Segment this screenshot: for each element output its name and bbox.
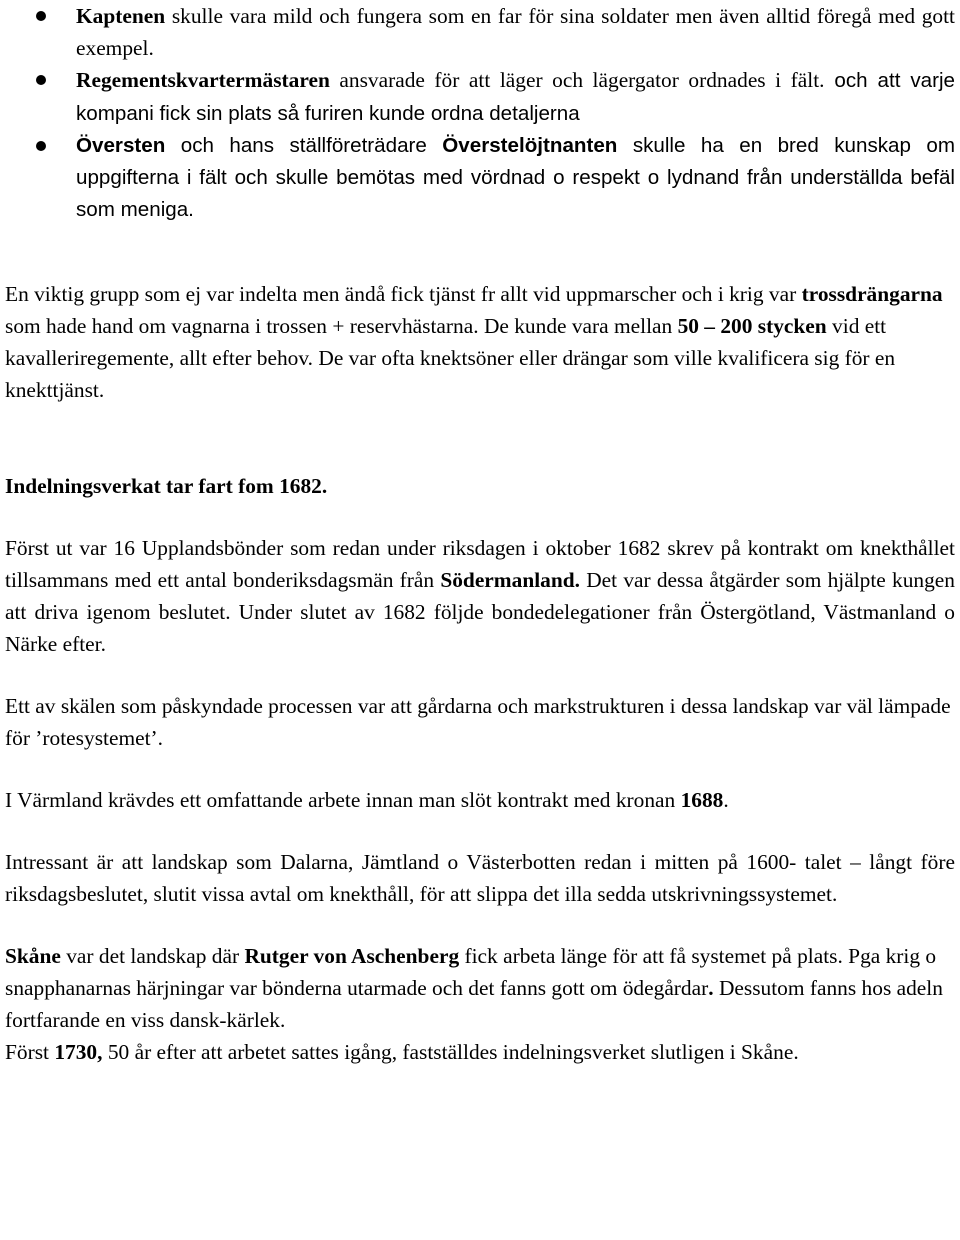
text-run: . <box>723 788 729 812</box>
paragraph-skalen: Ett av skälen som påskyndade processen var att gårdarna och markstrukturen i dessa landskap var väl lämpade för ’rotesystemet’. <box>5 694 951 750</box>
paragraph-intressant: Intressant är att landskap som Dalarna, Jämtland o Västerbotten redan i mitten på 1600- talet – långt före riksdagsbeslutet, slutit vissa avtal om knekthåll, för att slippa det illa sedda utskrivningssystemet. <box>5 850 955 906</box>
bullet-item-regementskvartermastaren <box>5 64 955 130</box>
bullet-dot-icon <box>36 11 46 21</box>
bullet-text: och hans ställföreträdare <box>165 134 443 157</box>
bullet-text-sans: och att varje kompani fick sin plats så furiren kunde ordna detaljerna <box>76 69 955 125</box>
bullet-text: skulle ha en bred kunskap om uppgifterna i fält och skulle bemötas med vördnad o respekt o lydnand från underställda befäl som meniga. <box>76 134 956 221</box>
bullet-item-oversten <box>5 130 955 226</box>
bold-term: Södermanland. <box>440 568 580 592</box>
text-run: var det landskap där <box>60 944 245 968</box>
text-run: Först ut var 16 Upplandsbönder som redan under riksdagen i oktober 1682 skrev på kontrakt om knekthållet tillsammans med ett antal bonderiksdagsmän från <box>5 536 955 592</box>
text-run: Det var dessa åtgärder som hjälpte kungen att driva igenom beslutet. Under slutet av 1682 följde bondedelegationer från Östergötland, Västmanland o Närke efter. <box>5 568 955 656</box>
text-run: fick arbeta länge för att få systemet på plats. Pga krig o snapphanarnas härjningar var bönderna utarmade och det fanns gott om ödegårdar <box>5 944 937 1000</box>
bullet-list <box>5 0 955 226</box>
section-heading: Indelningsverkat tar fart fom 1682. <box>5 474 328 498</box>
bullet-item-kaptenen <box>5 0 955 64</box>
bullet-dot-icon <box>36 75 46 85</box>
paragraph-trossdrangar <box>5 278 955 406</box>
text-run: vid ett kavalleriregemente, allt efter behov. De var ofta knektsöner eller drängar som ville kvalificera sig för en knekttjänst. <box>5 314 896 402</box>
text-run: Först <box>5 1040 55 1064</box>
bold-term: Översten <box>76 134 166 157</box>
bold-term: 50 – 200 stycken <box>677 314 827 338</box>
bold-term: Skåne <box>5 944 61 968</box>
bold-term: . <box>708 976 714 1000</box>
paragraph-varmland <box>5 784 955 816</box>
bold-term: trossdrängarna <box>801 282 943 306</box>
text-run: I Värmland krävdes ett omfattande arbete innan man slöt kontrakt med kronan <box>5 788 681 812</box>
bullet-text: ansvarade för att läger och lägergator ordnades i fält. <box>329 68 825 92</box>
paragraph-1730 <box>5 1036 955 1068</box>
paragraph-uppland <box>5 532 955 660</box>
text-run: som hade hand om vagnarna i trossen + reservhästarna. De kunde vara mellan <box>5 314 678 338</box>
document-page <box>5 0 955 1068</box>
bold-term: 1730, <box>54 1040 103 1064</box>
bold-term: 1688 <box>680 788 724 812</box>
bullet-text: skulle vara mild och fungera som en far för sina soldater men även alltid föregå med gott exempel. <box>76 4 955 60</box>
text-run: En viktig grupp som ej var indelta men ändå fick tjänst fr allt vid uppmarscher och i krig var <box>5 282 802 306</box>
bold-term: Regementskvartermästaren <box>76 68 330 92</box>
paragraph-skane <box>5 940 955 1036</box>
text-run: Dessutom fanns hos adeln fortfarande en viss dansk-kärlek. <box>5 976 943 1032</box>
bold-term: Överstelöjtnanten <box>442 134 618 157</box>
bullet-dot-icon <box>36 141 46 151</box>
bold-term: Rutger von Aschenberg <box>244 944 460 968</box>
bold-term: Kaptenen <box>76 4 166 28</box>
text-run: 50 år efter att arbetet sattes igång, fastställdes indelningsverket slutligen i Skåne. <box>102 1040 799 1064</box>
